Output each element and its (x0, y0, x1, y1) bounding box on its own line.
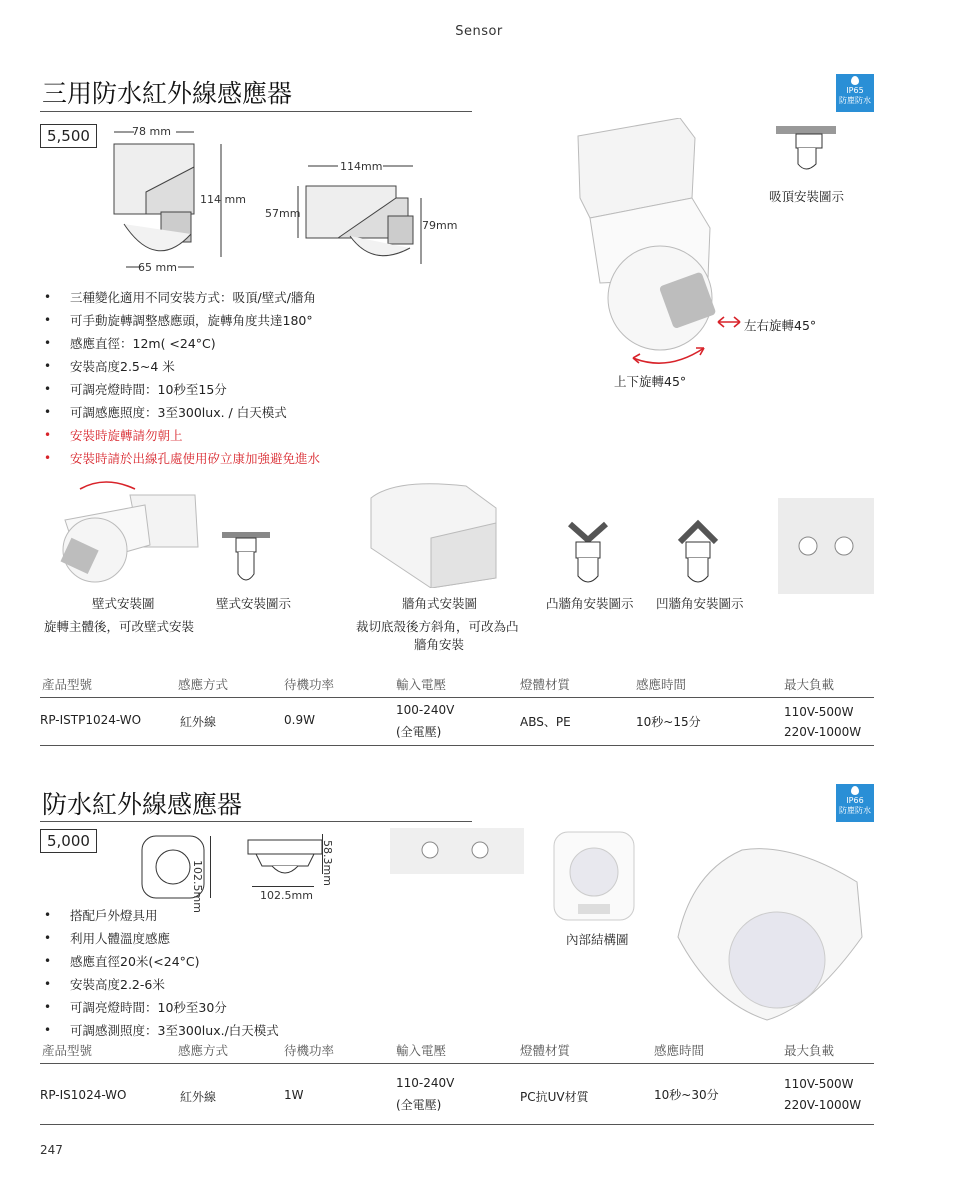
feature-item: • 感應直徑：12m( <24°C) (42, 332, 462, 355)
feature-item: • 感應直徑20米(<24°C) (42, 950, 442, 973)
wall-mount-icon (222, 532, 270, 588)
dim-side-depth: 79mm (422, 219, 458, 232)
side-dimension-drawing (246, 836, 326, 886)
table2-time: 10秒~30分 (654, 1088, 719, 1102)
product1-price: 5,500 (40, 124, 97, 148)
corner-mount-caption: 牆角式安裝圖 (402, 596, 478, 611)
table1-header-rule (40, 697, 874, 698)
table1-voltage-range: 100-240V (396, 703, 455, 717)
corner-mount-note-1: 裁切底殼後方斜角，可改為凸 (356, 619, 519, 634)
table1-header-method: 感應方式 (178, 677, 229, 692)
table2-header-model: 產品型號 (42, 1043, 93, 1058)
product2-title-rule (40, 821, 472, 822)
table1-load-110: 110V-500W (784, 705, 854, 719)
table2-header-material: 燈體材質 (520, 1043, 571, 1058)
corner-mount-note-2: 牆角安裝 (414, 637, 465, 652)
dim-top: 78 mm (132, 125, 171, 138)
badge-rating: IP66 (846, 796, 864, 805)
convex-caption: 凸牆角安裝圖示 (546, 596, 634, 611)
wall-icon-caption: 壁式安裝圖示 (216, 596, 292, 611)
concave-corner-icon (676, 518, 720, 590)
page-number: 247 (40, 1143, 63, 1157)
table2-header-time: 感應時間 (654, 1043, 705, 1058)
table1-material: ABS、PE (520, 715, 571, 729)
concave-caption: 凹牆角安裝圖示 (656, 596, 744, 611)
table2-material: PC抗UV材質 (520, 1090, 589, 1104)
product1-title: 三用防水紅外線感應器 (42, 79, 293, 108)
wall-mount-photo (50, 475, 200, 585)
control-panel-photo (390, 828, 524, 874)
dim-side-width: 114mm (340, 160, 383, 173)
water-drop-icon (851, 76, 859, 85)
side-dimension-drawing (288, 158, 438, 268)
dim-front: 102.5mm (191, 860, 204, 913)
front-dim-line (210, 836, 211, 898)
product1-title-rule (40, 111, 472, 112)
convex-corner-icon (566, 518, 610, 590)
dim-width: 102.5mm (260, 889, 313, 902)
table2-header-load: 最大負載 (784, 1043, 835, 1058)
product2-feature-list (42, 904, 442, 1042)
badge-text: 防塵防水 (839, 806, 871, 815)
product2-title: 防水紅外線感應器 (42, 790, 243, 819)
product1-photo (570, 118, 720, 368)
table2-header-voltage: 輸入電壓 (396, 1043, 447, 1058)
badge-rating: IP65 (846, 86, 864, 95)
dim-height: 58.3mm (321, 840, 334, 886)
page-category: Sensor (455, 24, 503, 39)
table1-voltage-note: (全電壓) (396, 725, 442, 739)
feature-item: • 可調亮燈時間：10秒至15分 (42, 378, 462, 401)
feature-item: • 可調感測照度：3至300lux./白天模式 (42, 1019, 442, 1042)
rotate-ud-label: 上下旋轉45° (614, 374, 687, 389)
table2-model: RP-IS1024-WO (40, 1088, 127, 1102)
feature-item: • 可調感應照度：3至300lux. / 白天模式 (42, 401, 462, 424)
table1-model: RP-ISTP1024-WO (40, 713, 142, 727)
table1-header-standby: 待機功率 (284, 677, 335, 692)
ceiling-mount-label: 吸頂安裝圖示 (769, 189, 845, 204)
feature-item: • 安裝高度2.5~4 米 (42, 355, 462, 378)
internal-structure-photo (552, 830, 636, 922)
rotate-lr-label: 左右旋轉45° (744, 318, 817, 333)
product1-feature-list (42, 286, 462, 470)
feature-item: • 可手動旋轉調整感應頭，旋轉角度共達180° (42, 309, 462, 332)
feature-item: • 搭配戶外燈具用 (42, 904, 442, 927)
feature-item: • 利用人體溫度感應 (42, 927, 442, 950)
wall-mount-note: 旋轉主體後，可改壁式安裝 (44, 619, 195, 634)
dim-side-height: 57mm (265, 207, 301, 220)
feature-item: • 安裝高度2.2-6米 (42, 973, 442, 996)
table2-voltage-range: 110-240V (396, 1076, 455, 1090)
table2-header-method: 感應方式 (178, 1043, 229, 1058)
table2-header-standby: 待機功率 (284, 1043, 335, 1058)
rotate-ud-arrow-icon (628, 340, 708, 370)
table2-standby: 1W (284, 1088, 304, 1102)
ip65-badge (836, 74, 874, 112)
badge-text: 防塵防水 (839, 96, 871, 105)
table1-header-load: 最大負載 (784, 677, 835, 692)
table2-load-110: 110V-500W (784, 1077, 854, 1091)
warning-item: • 安裝時請於出線孔處使用矽立康加強避免進水 (42, 447, 462, 470)
feature-item: • 三種變化適用不同安裝方式：吸頂/壁式/牆角 (42, 286, 462, 309)
table2-load-220: 220V-1000W (784, 1098, 862, 1112)
control-knobs-photo (778, 498, 874, 594)
table1-bottom-rule (40, 745, 874, 746)
ip66-badge (836, 784, 874, 822)
table1-header-voltage: 輸入電壓 (396, 677, 447, 692)
wall-mount-caption: 壁式安裝圖 (92, 596, 155, 611)
table2-header-rule (40, 1063, 874, 1064)
table1-time: 10秒~15分 (636, 715, 701, 729)
table1-header-time: 感應時間 (636, 677, 687, 692)
table2-voltage-note: (全電壓) (396, 1098, 442, 1112)
ceiling-mount-icon (776, 124, 836, 184)
rotate-lr-arrow-icon (714, 312, 744, 332)
table1-method: 紅外線 (180, 715, 217, 729)
dim-height: 114 mm (200, 193, 246, 206)
table1-standby: 0.9W (284, 713, 315, 727)
table2-method: 紅外線 (180, 1090, 217, 1104)
table1-header-model: 產品型號 (42, 677, 93, 692)
dim-bottom: 65 mm (138, 261, 177, 274)
table1-load-220: 220V-1000W (784, 725, 862, 739)
width-dim-line (252, 886, 314, 887)
warning-item: • 安裝時旋轉請勿朝上 (42, 424, 462, 447)
table2-bottom-rule (40, 1124, 874, 1125)
product2-price: 5,000 (40, 829, 97, 853)
internal-structure-label: 內部結構圖 (566, 932, 629, 947)
water-drop-icon (851, 786, 859, 795)
corner-mount-photo (366, 478, 506, 588)
table1-header-material: 燈體材質 (520, 677, 571, 692)
product2-photo (672, 842, 866, 1022)
feature-item: • 可調亮燈時間：10秒至30分 (42, 996, 442, 1019)
